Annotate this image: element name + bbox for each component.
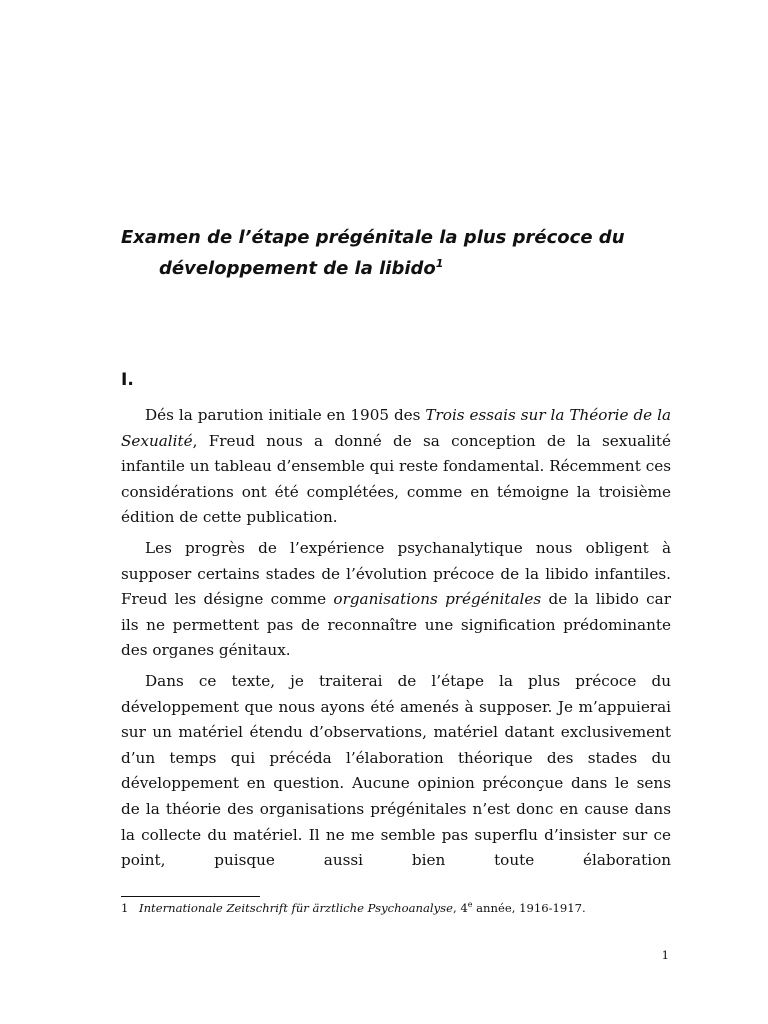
paragraph-2-emphasis: organisations prégénitales [333,590,542,609]
footnote-details: année, 1916-1917. [472,901,586,915]
section-heading: I. [121,370,134,390]
paragraph-1-text-b: , Freud nous a donné de sa conception de la sexualité infantile un tableau d’ensemble qui reste fondamental. Récemment ces considérations ont été complétées, comme en témoigne la troisième édition de cette publication. [121,431,671,527]
title-line-2 [121,253,681,284]
paragraph-1-text-a: Dés la parution initiale en 1905 des [145,406,426,424]
paragraph-3 [121,669,671,874]
title-line-1: Examen de l’étape prégénitale la plus précoce du [121,227,625,248]
paragraph-1 [121,403,671,531]
title-line-2-text: développement de la libido [159,258,436,279]
paragraph-3-text-a: Dans ce texte, je traiterai de l’étape la plus précoce du développement que nous ayons été amenés à supposer. Je m’appuierai sur un matériel étendu d’observations, matériel datant exclusivement d’un temps qui précéda l’élaboration théorique des stades du développement en question. Aucune opinion préconçue dans le sens de la théorie des organisations prégénitales n’est donc en cause dans la collecte du matériel. Il ne me semble pas superflu d’insister sur ce point, puisque aussi bien toute élaboration [121,671,671,870]
paragraph-1-book-title: Trois essais sur la Théorie de la Sexualité [121,406,671,450]
footnote-journal: Internationale Zeitschrift für ärztliche Psychoanalyse [139,901,453,915]
page-number: 1 [661,948,669,962]
footnote-divider [121,896,260,897]
paragraph-2-text-a: Les progrès de l’expérience psychanalytique nous obligent à supposer certains stades de l’évolution précoce de la libido infantiles. Freud les désigne comme [121,538,671,609]
footnote-number: 1 [121,901,129,915]
body-text [121,403,671,879]
title-footnote-ref[interactable]: 1 [435,257,444,270]
paragraph-2 [121,536,671,664]
footnote-after-journal: , 4 [452,901,468,915]
footnote-superscript: e [467,900,473,910]
document-title [121,222,681,284]
paragraph-2-text-b: de la libido car ils ne permettent pas de reconnaître une signification prédominante des organes génitaux. [121,590,671,660]
footnote [121,899,681,917]
